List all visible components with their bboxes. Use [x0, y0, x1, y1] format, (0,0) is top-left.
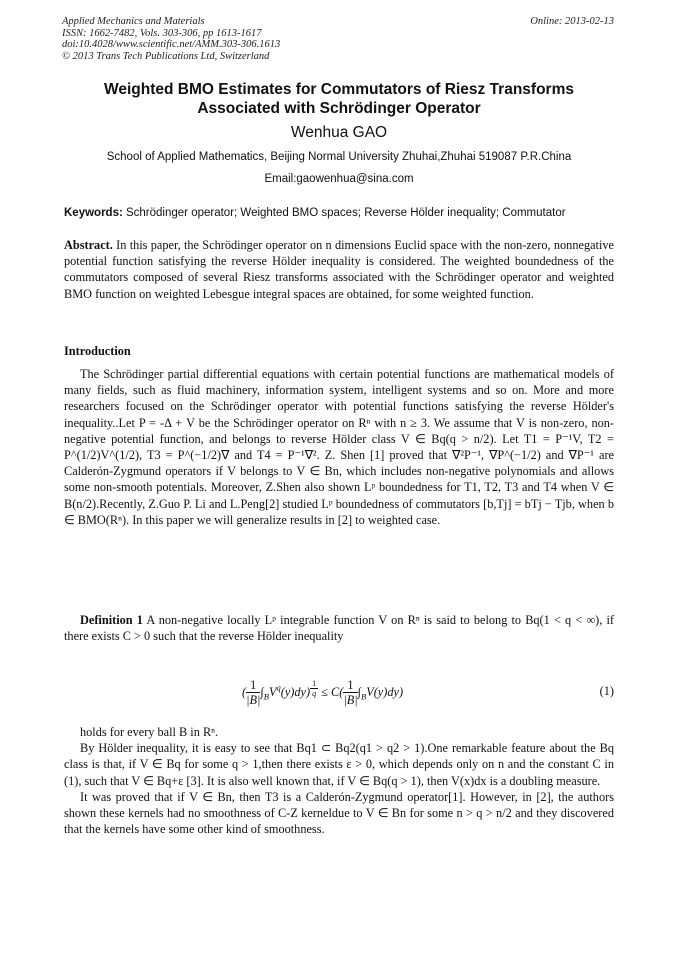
introduction-section: [64, 366, 614, 528]
online-date: Online: 2013-02-13: [530, 16, 614, 27]
author-affiliation: School of Applied Mathematics, Beijing Normal University Zhuhai,Zhuhai 519087 P.R.China: [106, 151, 572, 163]
author-email: Email:gaowenhua@sina.com: [264, 173, 414, 185]
abstract-label: Abstract.: [64, 238, 113, 252]
copyright-line: © 2013 Trans Tech Publications Ltd, Switzerland: [62, 50, 270, 62]
title-line-1: Weighted BMO Estimates for Commutators of Riesz Transforms: [104, 81, 574, 98]
reverse-holder-equation: [64, 673, 614, 713]
keywords-label: Keywords:: [64, 207, 123, 219]
post-definition-text: [64, 724, 614, 837]
abstract: [64, 237, 614, 302]
doi-line: doi:10.4028/www.scientific.net/AMM.303-306.1613: [62, 39, 281, 50]
journal-name: Applied Mechanics and Materials: [62, 16, 205, 27]
introduction-paragraph: The Schrödinger partial differential equations with certain potential functions are mathematical models of many fields, such as fluid machinery, information system, intelligent systems and so on. More and more researchers focused on the Schrödinger operator with potential functions satisfying the reverse Hölder's inequality..Let P = -Δ + V be the Schrödinger operator on Rⁿ with n ≥ 3. We assume that V is non-zero, non-negative potential function, and belongs to reverse Hölder class V ∈ Bq(q > n/2). Let T1 = P⁻¹V, T2 = P^(1/2)V^(1/2), T3 = P^(−1/2)∇ and T4 = P⁻¹∇². Z. Shen [1] proved that ∇²P⁻¹, ∇P^(−1/2) and ∇P⁻¹ are Calderón-Zygmund operators if V belongs to V ∈ Bn, which includes non-negative polynomials and allows some non-smooth potentials. Moreover, Z.Shen also shown Lᵖ boundedness for T1, T2, T3 and T4 when V ∈ B(n/2).Recently, Z.Guo P. Li and L.Peng[2] studied Lᵖ boundedness of commutators [b,Tj] = bTj − Tjb, when b ∈ BMO(Rⁿ). In this paper we will generalize results in [2] to weighted case.: [64, 367, 614, 527]
equation-number: (1): [599, 684, 614, 698]
paragraph-kernels: It was proved that if V ∈ Bn, then T3 is a Calderón-Zygmund operator[1]. However, in [2], the authors shown these kernels had no smoothness of C-Z kerneldue to V ∈ Bn for some n > q > n/2 and they discovered that the kernels have some other kind of smoothness.: [64, 789, 614, 837]
definition-text: A non-negative locally Lᵖ integrable function V on Rⁿ is said to belong to Bq(1 < q < ∞), if there exists C > 0 such that the reverse Hölder inequality: [64, 613, 614, 644]
introduction-heading: Introduction: [64, 344, 131, 358]
equation-formula: ( $\frac{1}{|B|}$ $\int_BV^q(y)dy$) $^{\frac{1}{q}}$ ≤ C( $\frac{1}{|B|}$ $\int_BV(y)dy$): [242, 678, 404, 707]
keywords-text: Schrödinger operator; Weighted BMO spaces; Reverse Hölder inequality; Commutator: [122, 207, 566, 219]
title-line-2: Associated with Schrödinger Operator: [197, 100, 481, 117]
definition-label: Definition 1: [80, 613, 143, 627]
keywords: [64, 207, 620, 219]
paper-title: [40, 80, 638, 118]
journal-header: [62, 16, 280, 62]
definition-1: [64, 612, 614, 644]
paragraph-holder: By Hölder inequality, it is easy to see that Bq1 ⊂ Bq2(q1 > q2 > 1).One remarkable feature about the Bq class is that, if V ∈ Bq for some q > 1,then there exists ε > 0, which depends only on n and the constant C in (1), such that V ∈ Bq+ε [3]. It is also well known that, if V ∈ Bq(q > 1), then V(x)dx is a doubling measure.: [64, 741, 614, 788]
issn-line: ISSN: 1662-7482, Vols. 303-306, pp 1613-1617: [62, 27, 262, 39]
paragraph-ball: holds for every ball B in Rⁿ.: [80, 725, 219, 739]
abstract-text: In this paper, the Schrödinger operator on n dimensions Euclid space with the non-zero, nonnegative potential function satisfying the reverse Hölder inequality is considered. The weighted boundedness of the commutators composed of several Riesz transforms associated with the Schrödinger operator and weighted BMO function on weighted Lebesgue integral spaces are obtained, for some weighted function.: [64, 238, 614, 301]
author-name: Wenhua GAO: [290, 124, 388, 141]
